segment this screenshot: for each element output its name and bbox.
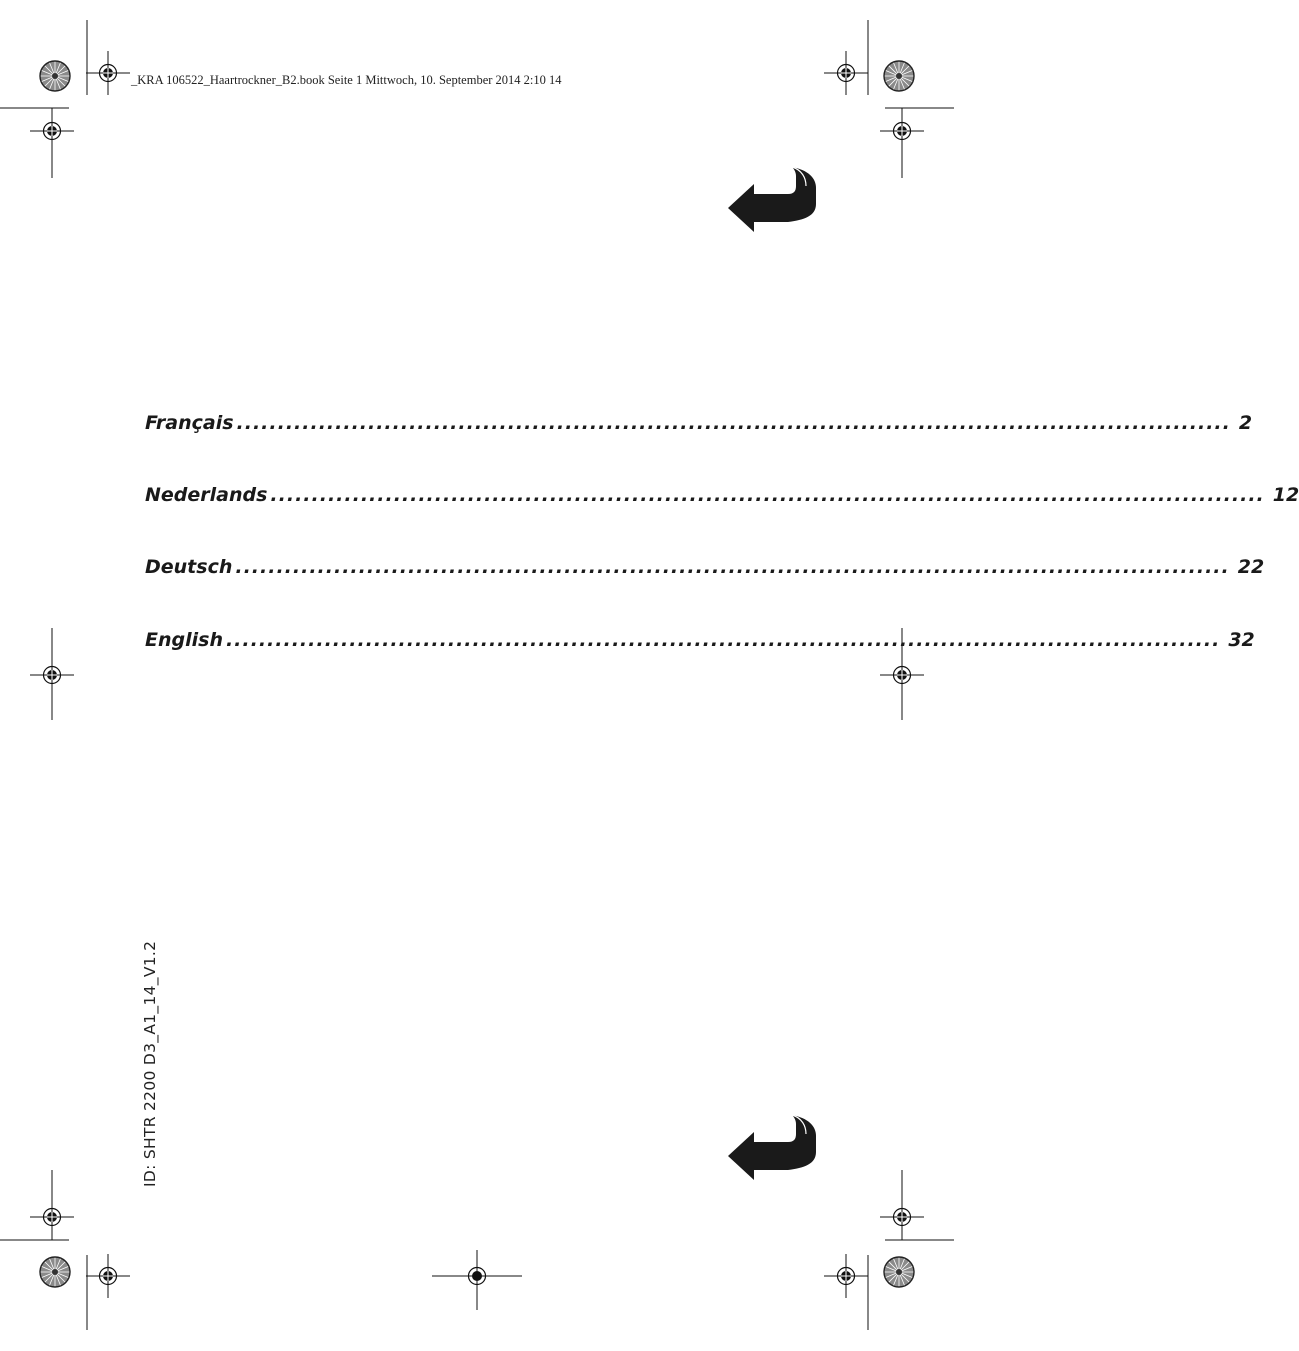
curved-return-arrow-icon (726, 164, 818, 234)
toc-leader-dots: ......................................................................................................................... (235, 556, 1230, 578)
toc-leader-dots: ......................................................................................................................... (236, 412, 1231, 434)
color-wheel-icon (40, 1257, 70, 1287)
toc-entry-page: 12 (1272, 484, 1299, 506)
toc-leader-dots: ......................................................................................................................... (270, 484, 1265, 506)
toc-entry-label: Français (145, 412, 234, 434)
registration-mark-icon (86, 1254, 130, 1298)
color-wheel-icon (40, 61, 70, 91)
registration-mark-icon (86, 51, 130, 95)
registration-mark-icon (30, 109, 74, 153)
toc-entry-nederlands[interactable] (145, 484, 1299, 514)
registration-mark-icon (824, 1254, 868, 1298)
toc-entry-francais[interactable] (145, 412, 1253, 442)
toc-entry-label: Deutsch (145, 556, 233, 578)
registration-mark-icon (30, 1195, 74, 1239)
toc-entry-page: 22 (1237, 556, 1265, 578)
registration-mark-icon (30, 653, 74, 697)
color-wheel-icon (884, 61, 914, 91)
toc-entry-deutsch[interactable] (145, 556, 1265, 586)
registration-mark-icon (880, 653, 924, 697)
toc-entry-label: Nederlands (145, 484, 268, 506)
registration-mark-icon (880, 1195, 924, 1239)
registration-mark-icon (880, 109, 924, 153)
color-wheel-icon (884, 1257, 914, 1287)
toc-leader-dots: ......................................................................................................................... (225, 629, 1221, 651)
toc-entry-label: English (145, 629, 223, 651)
toc-entry-page: 32 (1228, 629, 1255, 651)
toc-entry-english[interactable] (145, 629, 1255, 659)
registration-mark-icon (824, 51, 868, 95)
curved-return-arrow-icon (726, 1112, 818, 1182)
toc-entry-page: 2 (1238, 412, 1253, 434)
print-info-header: _KRA 106522_Haartrockner_B2.book Seite 1 Mittwoch, 10. September 2014 2:10 14 (131, 73, 562, 87)
document-id: ID: SHTR 2200 D3_A1_14_V1.2 (141, 940, 159, 1187)
